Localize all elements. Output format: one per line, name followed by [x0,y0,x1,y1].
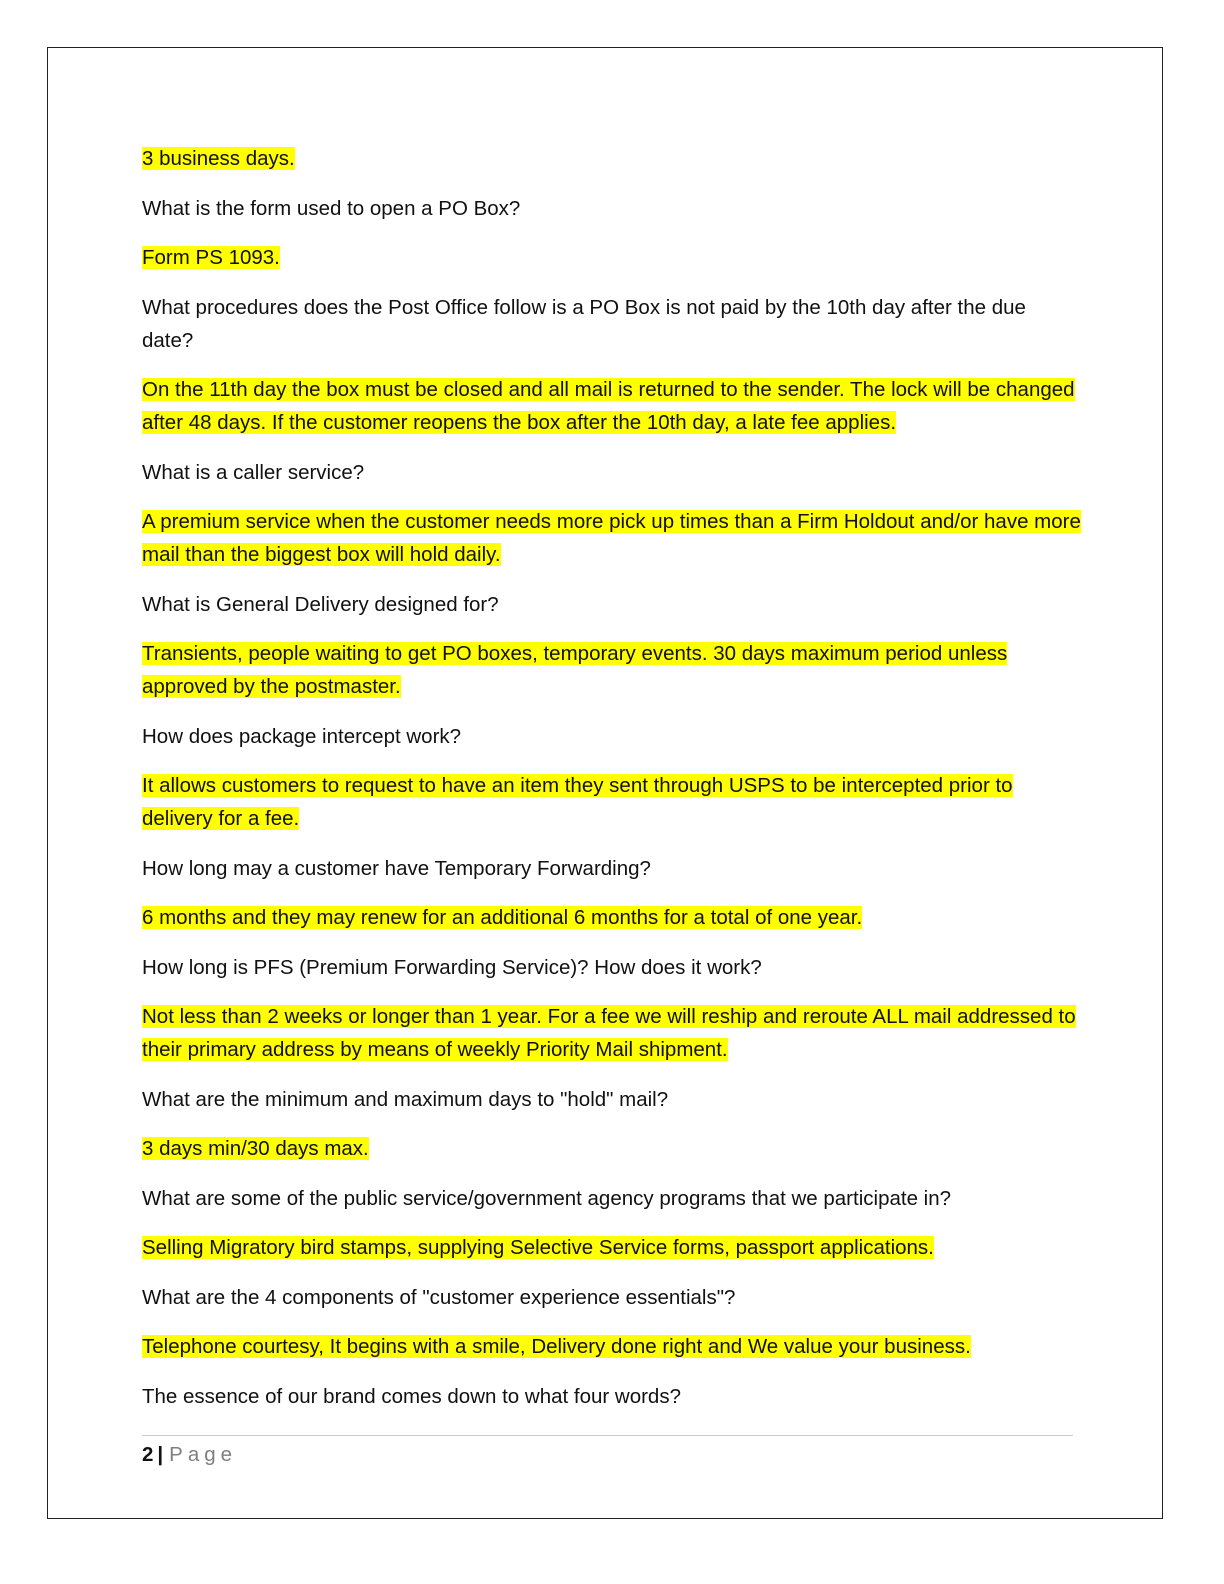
answer-line: 6 months and they may renew for an additional 6 months for a total of one year. [142,906,863,929]
question-line: How long is PFS (Premium Forwarding Service)? How does it work? [142,955,762,979]
question-line: What is a caller service? [142,460,365,484]
answer-line: Telephone courtesy, It begins with a smile, Delivery done right and We value your business. [142,1335,971,1358]
footer-divider [142,1435,1073,1436]
question-line: What is General Delivery designed for? [142,592,499,616]
question-line: What are the 4 components of "customer experience essentials"? [142,1285,736,1309]
answer-line: It allows customers to request to have an item they sent through USPS to be intercepted prior to delivery for a fee. [142,774,1013,830]
question-line: How long may a customer have Temporary Forwarding? [142,856,651,880]
question-line: What is the form used to open a PO Box? [142,196,521,220]
question-line: What procedures does the Post Office follow is a PO Box is not paid by the 10th day after the due date? [142,295,1026,352]
page-number: 2 [142,1443,154,1466]
answer-line: 3 business days. [142,147,295,170]
answer-line: Form PS 1093. [142,246,280,269]
footer-separator: | [157,1443,164,1466]
question-line: The essence of our brand comes down to what four words? [142,1384,681,1408]
answer-line: Selling Migratory bird stamps, supplying Selective Service forms, passport applications. [142,1236,934,1259]
question-line: What are some of the public service/government agency programs that we participate in? [142,1186,952,1210]
page-label: Page [169,1443,238,1466]
question-line: What are the minimum and maximum days to "hold" mail? [142,1087,669,1111]
question-line: How does package intercept work? [142,724,462,748]
page-footer [142,1441,237,1469]
answer-line: 3 days min/30 days max. [142,1137,369,1160]
answer-line: On the 11th day the box must be closed and all mail is returned to the sender. The lock will be changed after 48 days. If the customer reopens the box after the 10th day, a late fee applies. [142,378,1075,434]
answer-line: A premium service when the customer needs more pick up times than a Firm Holdout and/or have more mail than the biggest box will hold daily. [142,510,1081,566]
document-body [142,142,1082,1429]
answer-line: Transients, people waiting to get PO boxes, temporary events. 30 days maximum period unless approved by the postmaster. [142,642,1008,698]
answer-line: Not less than 2 weeks or longer than 1 year. For a fee we will reship and reroute ALL mail addressed to their primary address by means of weekly Priority Mail shipment. [142,1005,1076,1061]
